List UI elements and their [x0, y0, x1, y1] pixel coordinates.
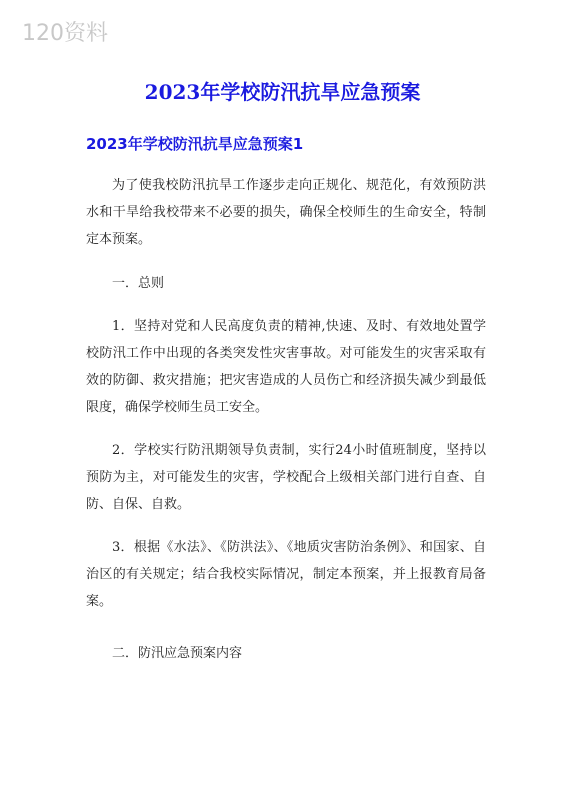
document-title: 2023年学校防汛抗旱应急预案 [144, 80, 421, 104]
principle-paragraph-1: 1．坚持对党和人民高度负责的精神,快速、及时、有效地处置学校防汛工作中出现的各类突发性灾害事故。对可能发生的灾害采取有效的防御、救灾措施；把灾害造成的人员伤亡和经济损失减少到最低限度，确保学校师生员工安全。 [86, 319, 486, 415]
principle-paragraph-3: 3．根据《水法》、《防洪法》、《地质灾害防治条例》、和国家、自治区的有关规定；结合我校实际情况，制定本预案，并上报教育局备案。 [86, 540, 486, 609]
section-heading: 2023年学校防汛抗旱应急预案1 [86, 135, 304, 153]
watermark: 120资料 [22, 21, 108, 46]
heading-general-principles: 一．总则 [112, 276, 165, 291]
intro-paragraph: 为了使我校防汛抗旱工作逐步走向正规化、规范化，有效预防洪水和干旱给我校带来不必要的损失，确保全校师生的生命安全，特制定本预案。 [86, 178, 486, 247]
heading-plan-contents: 二．防汛应急预案内容 [112, 646, 243, 661]
principle-paragraph-2: 2．学校实行防汛期领导负责制，实行24小时值班制度，坚持以预防为主，对可能发生的灾害，学校配合上级相关部门进行自查、自防、自保、自救。 [86, 443, 486, 512]
